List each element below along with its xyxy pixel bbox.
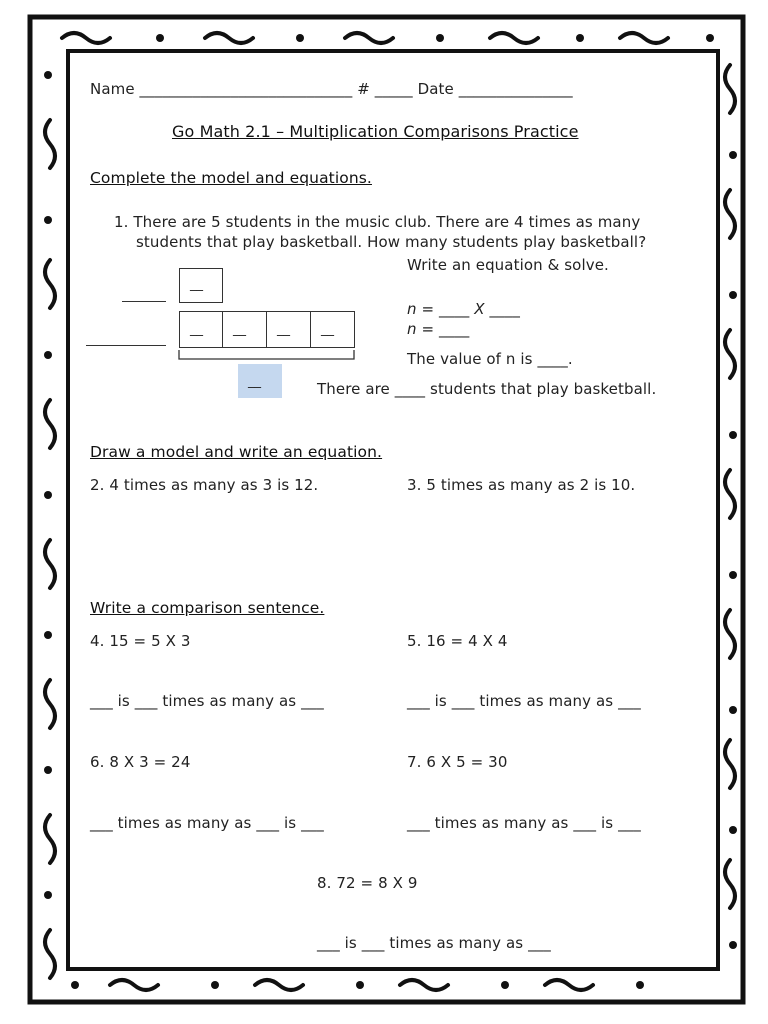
value-of-n[interactable]: The value of n is ____.	[407, 350, 573, 368]
name-date-line[interactable]: Name ____________________________ # _____ Date _______________	[90, 80, 573, 98]
question-7-blanks[interactable]: ___ times as many as ___ is ___	[407, 814, 641, 832]
question-8: 8. 72 = 8 X 9	[317, 874, 418, 892]
model-box-top[interactable]	[179, 268, 223, 303]
question-5-blanks[interactable]: ___ is ___ times as many as ___	[407, 692, 641, 710]
box-blank: __	[190, 322, 203, 337]
bracket-total	[178, 348, 356, 362]
box-blank: __	[321, 322, 334, 337]
question-1-line-2: students that play basketball. How many students play basketball?	[136, 233, 647, 251]
box-blank: __	[190, 277, 203, 292]
equation-line-2[interactable]: n = ____	[407, 320, 470, 338]
model-box-bottom-3[interactable]	[266, 311, 311, 348]
question-6-blanks[interactable]: ___ times as many as ___ is ___	[90, 814, 324, 832]
question-2: 2. 4 times as many as 3 is 12.	[90, 476, 319, 494]
question-1-line-1: 1. There are 5 students in the music club. There are 4 times as many	[114, 213, 641, 231]
question-8-blanks[interactable]: ___ is ___ times as many as ___	[317, 934, 551, 952]
label-blank-bottom[interactable]	[86, 345, 166, 346]
highlight-box-total[interactable]	[238, 364, 282, 398]
model-box-bottom-4[interactable]	[310, 311, 355, 348]
equation-line-1[interactable]: n = ____ X ____	[407, 300, 520, 318]
page-title: Go Math 2.1 – Multiplication Comparisons Practice	[172, 122, 579, 141]
box-blank: __	[233, 322, 246, 337]
equation-instruction: Write an equation & solve.	[407, 256, 609, 274]
section-heading-model: Complete the model and equations.	[90, 169, 372, 187]
answer-sentence[interactable]: There are ____ students that play basketball.	[317, 380, 657, 398]
section-heading-comparison: Write a comparison sentence.	[90, 599, 325, 617]
question-5: 5. 16 = 4 X 4	[407, 632, 508, 650]
question-6: 6. 8 X 3 = 24	[90, 753, 191, 771]
label-blank-top[interactable]	[122, 301, 166, 302]
question-4: 4. 15 = 5 X 3	[90, 632, 191, 650]
box-blank: __	[248, 374, 261, 389]
section-heading-draw: Draw a model and write an equation.	[90, 443, 383, 461]
question-3: 3. 5 times as many as 2 is 10.	[407, 476, 636, 494]
question-7: 7. 6 X 5 = 30	[407, 753, 508, 771]
model-box-bottom-2[interactable]	[222, 311, 267, 348]
box-blank: __	[277, 322, 290, 337]
question-4-blanks[interactable]: ___ is ___ times as many as ___	[90, 692, 324, 710]
model-box-bottom-1[interactable]	[179, 311, 223, 348]
